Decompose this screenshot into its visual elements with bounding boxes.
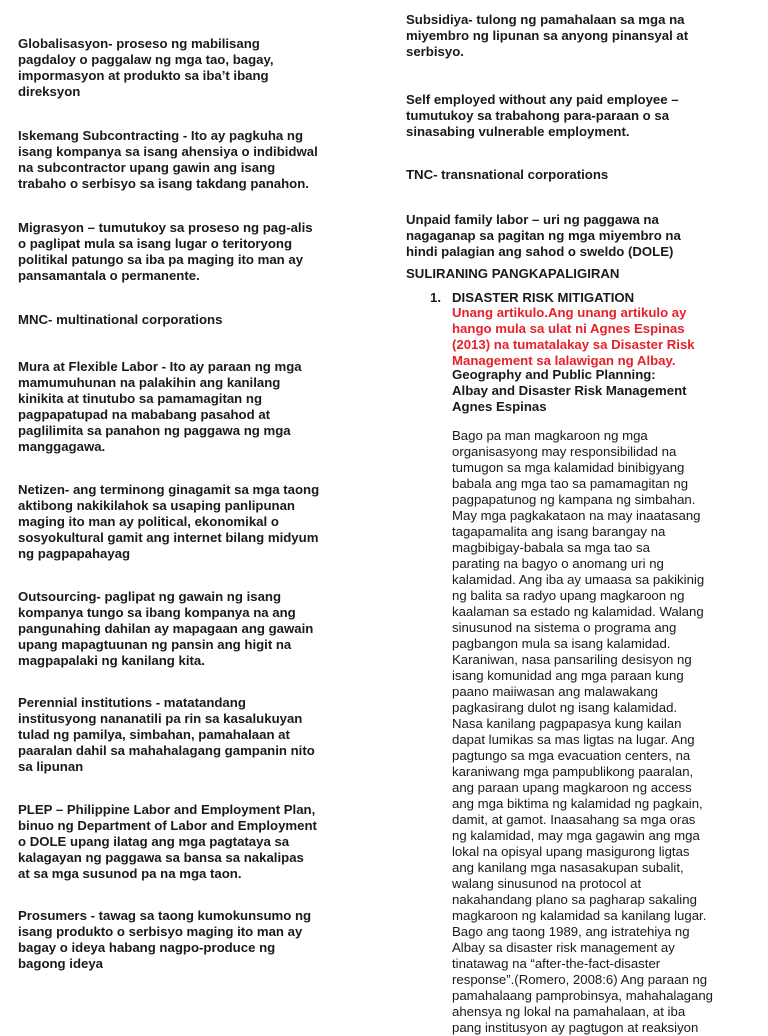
definition-outsourcing: Outsourcing- paglipat ng gawain ng isang kompanya tungo sa ibang kompanya na ang pangunahing dahilan ay mapagaan ang gawain upang mapagtuunan ng pansin ang higit na magpapalaki ng kanilang kita. <box>18 589 314 668</box>
article-title: Geography and Public Planning: Albay and Disaster Risk Management Agnes Espinas <box>452 367 687 414</box>
definition-plep: PLEP – Philippine Labor and Employment Plan, binuo ng Department of Labor and Employment o DOLE upang ilatag ang mga pagtataya sa kalagayan ng paggawa sa bansa sa nakalipas at sa mga susunod pa na mga taon. <box>18 802 317 881</box>
definition-globalisasyon: Globalisasyon- proseso ng mabilisang pagdaloy o paggalaw ng mga tao, bagay, impormasyon at produkto sa iba’t ibang direksyon <box>18 36 274 99</box>
definition-perennial-institutions: Perennial institutions - matatandang institusyong nananatili pa rin sa kasalukuyan tulad ng pamilya, simbahan, pamahalaan at paaralan dahil sa mahahalagang gampanin nito sa lipunan <box>18 695 315 774</box>
definition-mnc: MNC- multinational corporations <box>18 312 223 327</box>
definition-migrasyon: Migrasyon – tumutukoy sa proseso ng pag-alis o paglipat mula sa isang lugar o teritoryong politikal patungo sa iba pa maging ito man ay pansamantala o permanente. <box>18 220 313 283</box>
list-number: 1. <box>430 290 441 305</box>
definition-prosumers: Prosumers - tawag sa taong kumokunsumo ng isang produkto o serbisyo maging ito man ay bagay o ideya habang nagpo-produce ng bagong ideya <box>18 908 312 971</box>
definition-self-employed: Self employed without any paid employee – tumutukoy sa trabahong para-paraan o sa sinasabing vulnerable employment. <box>406 92 679 139</box>
article-body: Bago pa man magkaroon ng mga organisasyong may responsibilidad na tumugon sa mga kalamidad binibigyang babala ang mga tao sa pamamagitan ng pagpapatunog ng kampana ng simbahan. May mga pagkakataon na may inaatasang tagapamalita ang isang barangay na magbibigay-babala sa mga tao sa parating na bagyo o anomang uri ng kalamidad. Ang iba ay umaasa sa pakikinig ng balita sa radyo upang magkaroon ng kaalaman sa estado ng kalamidad. Walang sinusunod na sistema o programa ang pagbangon mula sa isang kalamidad. Karaniwan, nasa pansariling desisyon ng isang komunidad ang mga paraan kung paano maiiwasan ang malawakang pagkasirang dulot ng isang kalamidad. Nasa kanilang pagpapasya kung kailan dapat lumikas sa mas ligtas na lugar. Ang pagtungo sa mga evacuation centers, na karaniwang mga pampublikong paaralan, ang paraan upang magkaroon ng access ang mga biktima ng kalamidad ng pagkain, damit, at gamot. Inaasahang sa mga oras ng kalamidad, may mga gagawin ang mga lokal na opisyal upang masigurong ligtas ang kanilang mga nasasakupan subalit, walang sinusunod na protocol at nakahandang plano sa pagharap sakaling magkaroon ng kalamidad sa kanilang lugar. Bago ang taong 1989, ang istratehiya ng Albay sa disaster risk management ay tinatawag na “after-the-fact-disaster response”.(Romero, 2008:6) Ang paraan ng pamahalaang pamprobinsya, mahahalagang ahensya ng lokal na pamahalaan, at iba pang institusyon ay pagtugon at reaksiyon <box>452 428 714 1035</box>
list-title: DISASTER RISK MITIGATION <box>452 290 635 305</box>
definition-unpaid-family-labor: Unpaid family labor – uri ng paggawa na nagaganap sa pagitan ng mga miyembro na hindi palagian ang sahod o sweldo (DOLE) <box>406 212 681 259</box>
definition-netizen: Netizen- ang terminong ginagamit sa mga taong aktibong nakikilahok sa usaping panlipunan maging ito man ay political, ekonomikal o sosyokultural gamit ang internet bilang midyum ng pagpapahayag <box>18 482 320 561</box>
definition-subcontracting: Iskemang Subcontracting - Ito ay pagkuha ng isang kompanya sa isang ahensiya o indibidwal na subcontractor upang gawin ang isang trabaho o serbisyo sa isang takdang panahon. <box>18 128 318 191</box>
article-intro-red: Unang artikulo.Ang unang artikulo ay hango mula sa ulat ni Agnes Espinas (2013) na tumatalakay sa Disaster Risk Management sa lalawigan ng Albay. <box>452 305 695 368</box>
definition-subsidiya: Subsidiya- tulong ng pamahalaan sa mga na miyembro ng lipunan sa anyong pinansyal at serbisyo. <box>406 12 689 59</box>
section-heading: SULIRANING PANGKAPALIGIRAN <box>406 266 620 281</box>
definition-flexible-labor: Mura at Flexible Labor - Ito ay paraan ng mga mamumuhunan na palakihin ang kanilang kinikita at tinutubo sa pamamagitan ng pagpapatupad na mababang pasahod at paglilimita sa panahon ng paggawa ng mga manggagawa. <box>18 359 302 454</box>
definition-tnc: TNC- transnational corporations <box>406 167 609 182</box>
